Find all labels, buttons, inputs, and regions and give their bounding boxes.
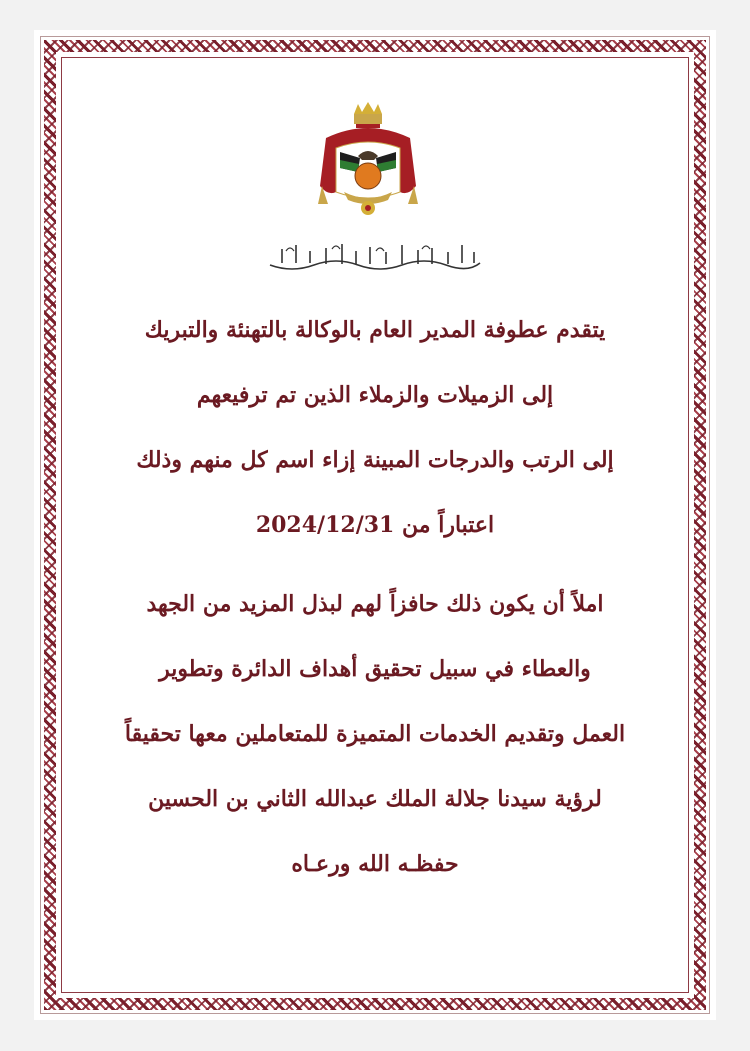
paragraph2-line4: لرؤية سيدنا جلالة الملك عبدالله الثاني بن الحسين xyxy=(148,786,602,812)
jordan-customs-logo xyxy=(262,237,488,275)
announcement-text xyxy=(104,298,646,897)
effective-prefix: اعتباراً من xyxy=(402,512,495,538)
paragraph2-line1: املاً أن يكون ذلك حافزاً لهم لبذل المزيد من الجهد xyxy=(146,591,604,617)
paragraph2-line2: والعطاء في سبيل تحقيق أهداف الدائرة وتطوير xyxy=(159,656,591,682)
paragraph1-line1: يتقدم عطوفة المدير العام بالوكالة بالتهنئة والتبريك xyxy=(144,317,606,343)
paragraph2-line5: حفظـه الله ورعـاه xyxy=(291,851,459,877)
announcement-page xyxy=(34,30,716,1020)
effective-date-line xyxy=(104,493,646,558)
effective-date: 2024/12/31 xyxy=(255,512,395,538)
paragraph2-line3: العمل وتقديم الخدمات المتميزة للمتعاملين معها تحقيقاً xyxy=(124,721,626,747)
paragraph-gap xyxy=(104,558,646,572)
jordan-coat-of-arms-icon xyxy=(304,100,432,220)
paragraph1-line3: إلى الرتب والدرجات المبينة إزاء اسم كل منهم وذلك xyxy=(136,447,614,473)
paragraph1-line2: إلى الزميلات والزملاء الذين تم ترفيعهم xyxy=(196,382,554,408)
